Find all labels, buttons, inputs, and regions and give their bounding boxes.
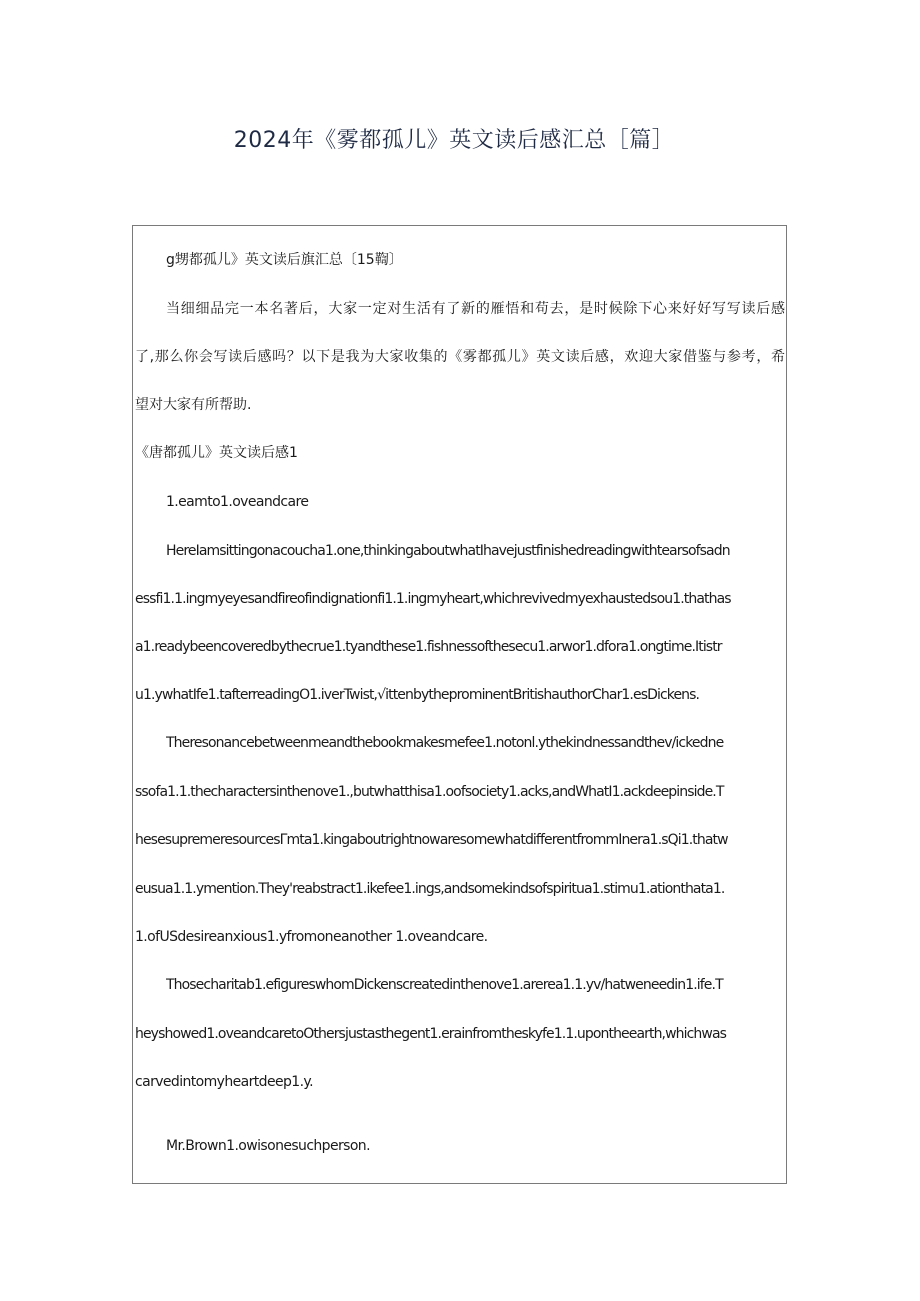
intro-line-3: 望对大家有所帮助. xyxy=(135,397,252,413)
section-heading: 《唐都孤儿》英文读后感1 xyxy=(135,445,298,461)
paragraph-1-line-3: a1.readybeencoveredbythecrue1.tyandthese1.fishnessofthesecu1.arwor1.dfora1.ongtime.Itistr xyxy=(135,639,722,655)
intro-line-2: 了,那么你会写读后感吗？以下是我为大家收集的《雾都孤儿》英文读后感，欢迎大家借鉴与参考，希 xyxy=(135,349,785,365)
paragraph-1-line-4: u1.ywhatIfe1.tafterreadingO1.iverTwist,√ittenbytheprominentBritishauthorChar1.esDickens. xyxy=(135,687,700,703)
paragraph-4-line-1: Mr.Brown1.owisonesuchperson. xyxy=(166,1138,370,1154)
document-title: 2024年《雾都孤儿》英文读后感汇总［篇］ xyxy=(233,128,675,153)
paragraph-2-line-2: ssofa1.1.thecharactersinthenove1.,butwhatthisa1.oofsociety1.acks,andWhatI1.ackdeepinside.T xyxy=(135,784,724,800)
paragraph-1-line-1: HereIamsittingonacoucha1.one,thinkingaboutwhatIhavejustfinishedreadingwithtearsofsadn xyxy=(166,543,730,559)
essay-heading: 1.eamto1.oveandcare xyxy=(166,494,309,510)
content-box xyxy=(132,225,787,1184)
paragraph-2-line-4: eusua1.1.ymention.They'reabstract1.ikefee1.ings,andsomekindsofspiritua1.stimu1.ationthata1. xyxy=(135,881,725,897)
paragraph-2-line-5: 1.ofUSdesireanxious1.yfromoneanother 1.oveandcare. xyxy=(135,929,488,945)
paragraph-2-line-1: Theresonancebetweenmeandthebookmakesmefee1.notonl.ythekindnessandthev/ickedne xyxy=(166,735,724,751)
intro-line-1: 当细细品完一本名著后，大家一定对生活有了新的雁悟和苟去，是时候除下心来好好写写读后感 xyxy=(166,301,785,317)
paragraph-2-line-3: hesesupremeresourcesΓmta1.kingaboutrightnowaresomewhatdifferentfrommInera1.sQi1.thatw xyxy=(135,832,728,848)
paragraph-3-line-1: Thosecharitab1.efigureswhomDickenscreatedinthenove1.arerea1.1.yv/hatweneedin1.ife.T xyxy=(166,977,723,993)
paragraph-3-line-2: heyshowed1.oveandcaretoOthersjustasthegent1.erainfromtheskyfe1.1.upontheearth,whichwas xyxy=(135,1026,727,1042)
paragraph-1-line-2: essfi1.1.ingmyeyesandfireofindignationfi1.1.ingmyheart,whichrevivedmyexhaustedsou1.thathas xyxy=(135,591,731,607)
subtitle-line: g甥都孤儿》英文读后旗汇总〔15鞫〕 xyxy=(166,252,403,268)
paragraph-3-line-3: carvedintomyheartdeep1.y. xyxy=(135,1074,313,1090)
